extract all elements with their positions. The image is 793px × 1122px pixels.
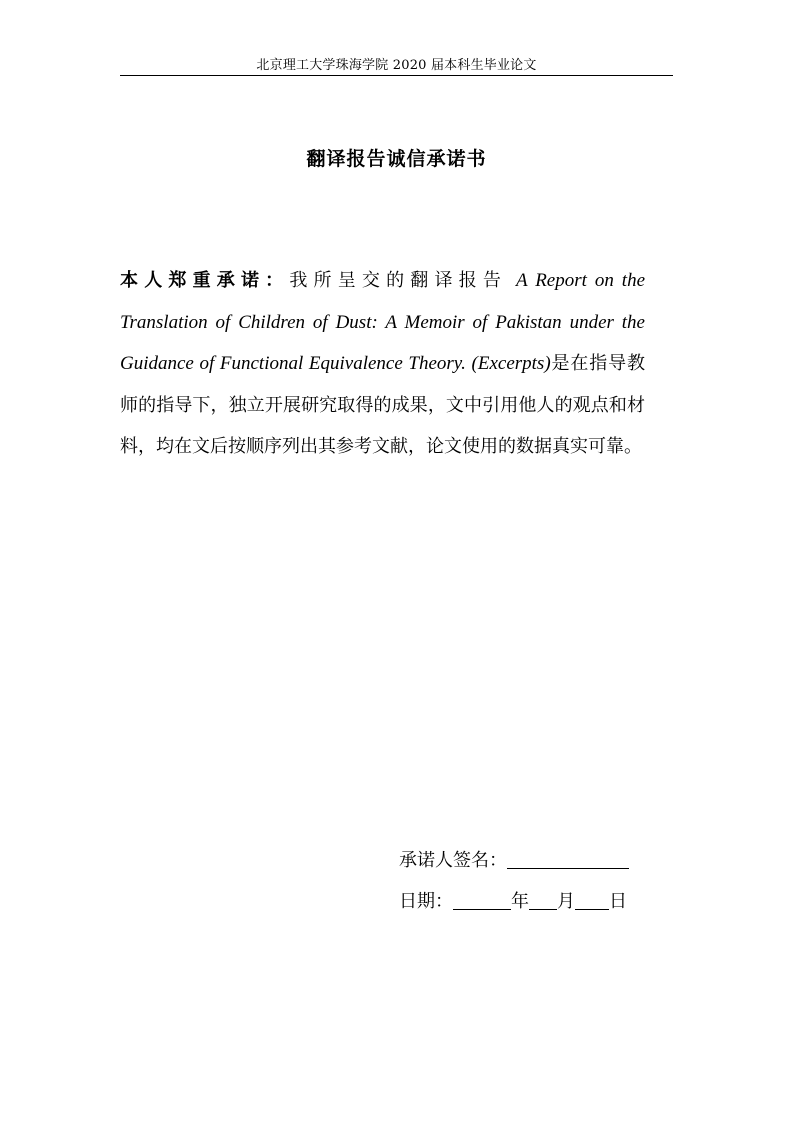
month-label: 月 [557, 891, 575, 912]
running-header: 北京理工大学珠海学院 2020 届本科生毕业论文 [256, 58, 537, 73]
day-blank[interactable] [575, 889, 609, 910]
page-title: 翻译报告诚信承诺书 [306, 148, 487, 170]
month-blank[interactable] [529, 889, 557, 910]
signature-blank[interactable] [507, 848, 629, 869]
pledge-text-body: 是在指导教师的指导下，独立开展研究取得的成果，文中引用他人的观点和材料，均在文后按顺序列出其参考文献，论文使用的数据真实可靠。 [120, 353, 646, 457]
pledge-text-intro: 我所呈交的翻译报告 [289, 270, 508, 291]
report-title-english: A Report on the Translation of Children of Dust: A Memoir of Pakistan under the Guidance of Functional Equivalence Theory. (Excerpts) [120, 270, 646, 374]
day-label: 日 [609, 891, 627, 912]
date-label: 日期： [399, 891, 453, 912]
signer-line [399, 840, 629, 881]
pledge-paragraph [120, 260, 645, 468]
year-label: 年 [511, 891, 529, 912]
year-blank[interactable] [453, 889, 511, 910]
date-line [399, 881, 629, 922]
header-divider [120, 75, 673, 76]
pledge-lead-in: 本人郑重承诺： [120, 270, 290, 291]
signature-block [399, 840, 629, 922]
signer-label: 承诺人签名： [399, 850, 507, 871]
